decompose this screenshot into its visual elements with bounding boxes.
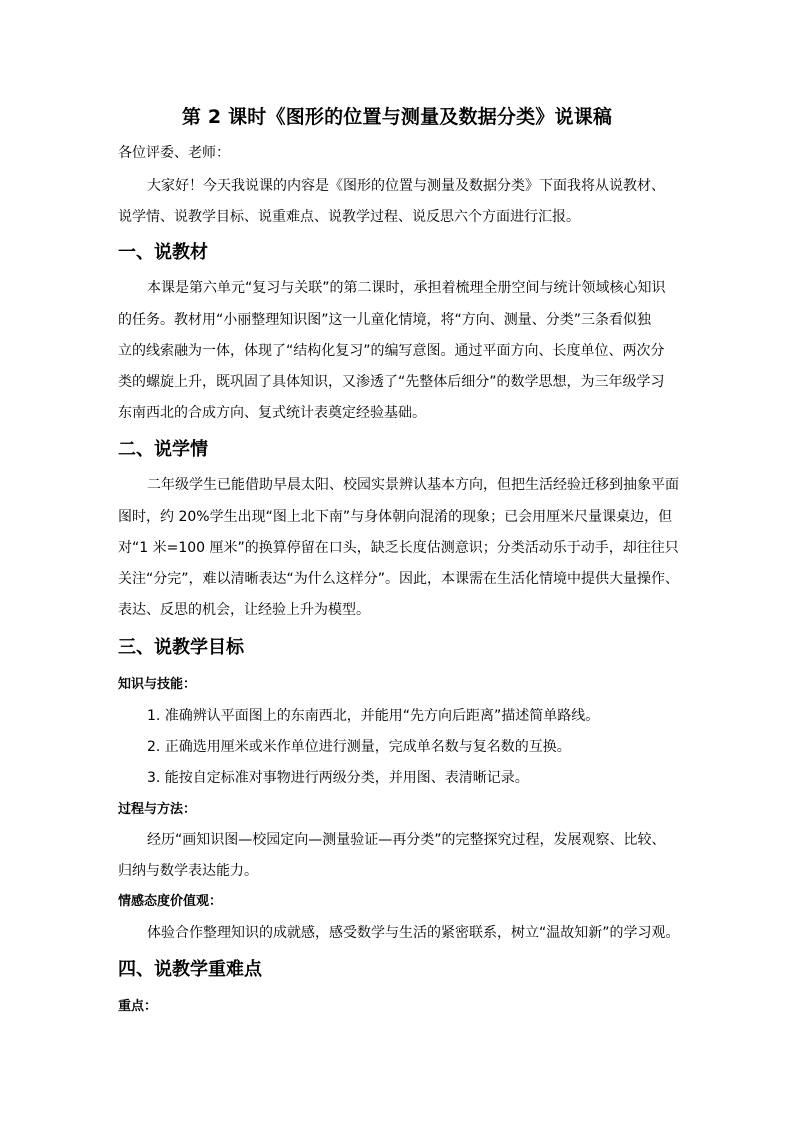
paragraph-line: 东南西北的合成方向、复式统计表奠定经验基础。 [118, 405, 426, 421]
subheading-knowledge-skills: 知识与技能： [118, 677, 197, 692]
subheading-key-points: 重点： [118, 999, 158, 1014]
document-title: 第 2 课时《图形的位置与测量及数据分类》说课稿 [181, 106, 613, 128]
intro-line-2: 说学情、说教学目标、说重难点、说教学过程、说反思六个方面进行汇报。 [118, 209, 580, 225]
subheading-process-method: 过程与方法： [118, 802, 197, 817]
subheading-emotion-values: 情感态度价值观： [118, 894, 223, 909]
paragraph-line: 的任务。教材用“小丽整理知识图”这一儿童化情境，将“方向、测量、分类”三条看似独 [118, 312, 652, 328]
paragraph-line: 类的螺旋上升，既巩固了具体知识，又渗透了“先整体后细分”的数学思想，为三年级学习 [118, 374, 665, 390]
list-item: 3. 能按自定标准对事物进行两级分类，并用图、表清晰记录。 [147, 770, 529, 786]
section-heading-teaching-material: 一、说教材 [118, 242, 208, 263]
paragraph-line: 归纳与数学表达能力。 [118, 863, 258, 879]
paragraph-line: 二年级学生已能借助早晨太阳、校园实景辨认基本方向，但把生活经验迁移到抽象平面 [147, 477, 679, 493]
paragraph-line: 立的线索融为一体，体现了“结构化复习”的编写意图。通过平面方向、长度单位、两次分 [118, 343, 665, 359]
paragraph-line: 对“1 米=100 厘米”的换算停留在口头，缺乏长度估测意识；分类活动乐于动手，却往往只 [118, 540, 679, 556]
intro-line-1: 大家好！今天我说课的内容是《图形的位置与测量及数据分类》下面我将从说教材、 [147, 178, 665, 194]
greeting: 各位评委、老师： [118, 145, 230, 161]
paragraph-line: 本课是第六单元“复习与关联”的第二课时，承担着梳理全册空间与统计领域核心知识 [147, 280, 666, 296]
paragraph-line: 体验合作整理知识的成就感，感受数学与生活的紧密联系，树立“温故知新”的学习观。 [147, 925, 680, 941]
paragraph-line: 关注“分完”，难以清晰表达“为什么这样分”。因此，本课需在生活化情境中提供大量操作、 [118, 571, 680, 587]
list-item: 1. 准确辨认平面图上的东南西北，并能用“先方向后距离”描述简单路线。 [147, 708, 600, 724]
section-heading-key-difficult-points: 四、说教学重难点 [118, 959, 262, 980]
paragraph-line: 经历“画知识图—校园定向—测量验证—再分类”的完整探究过程，发展观察、比较、 [147, 832, 666, 848]
section-heading-student-analysis: 二、说学情 [118, 439, 208, 460]
list-item: 2. 正确选用厘米或米作单位进行测量，完成单名数与复名数的互换。 [147, 739, 571, 755]
paragraph-line: 表达、反思的机会，让经验上升为模型。 [118, 602, 370, 618]
section-heading-teaching-objectives: 三、说教学目标 [118, 637, 244, 658]
paragraph-line: 图时，约 20%学生出现“图上北下南”与身体朝向混淆的现象；已会用厘米尺量课桌边，但 [118, 509, 673, 525]
